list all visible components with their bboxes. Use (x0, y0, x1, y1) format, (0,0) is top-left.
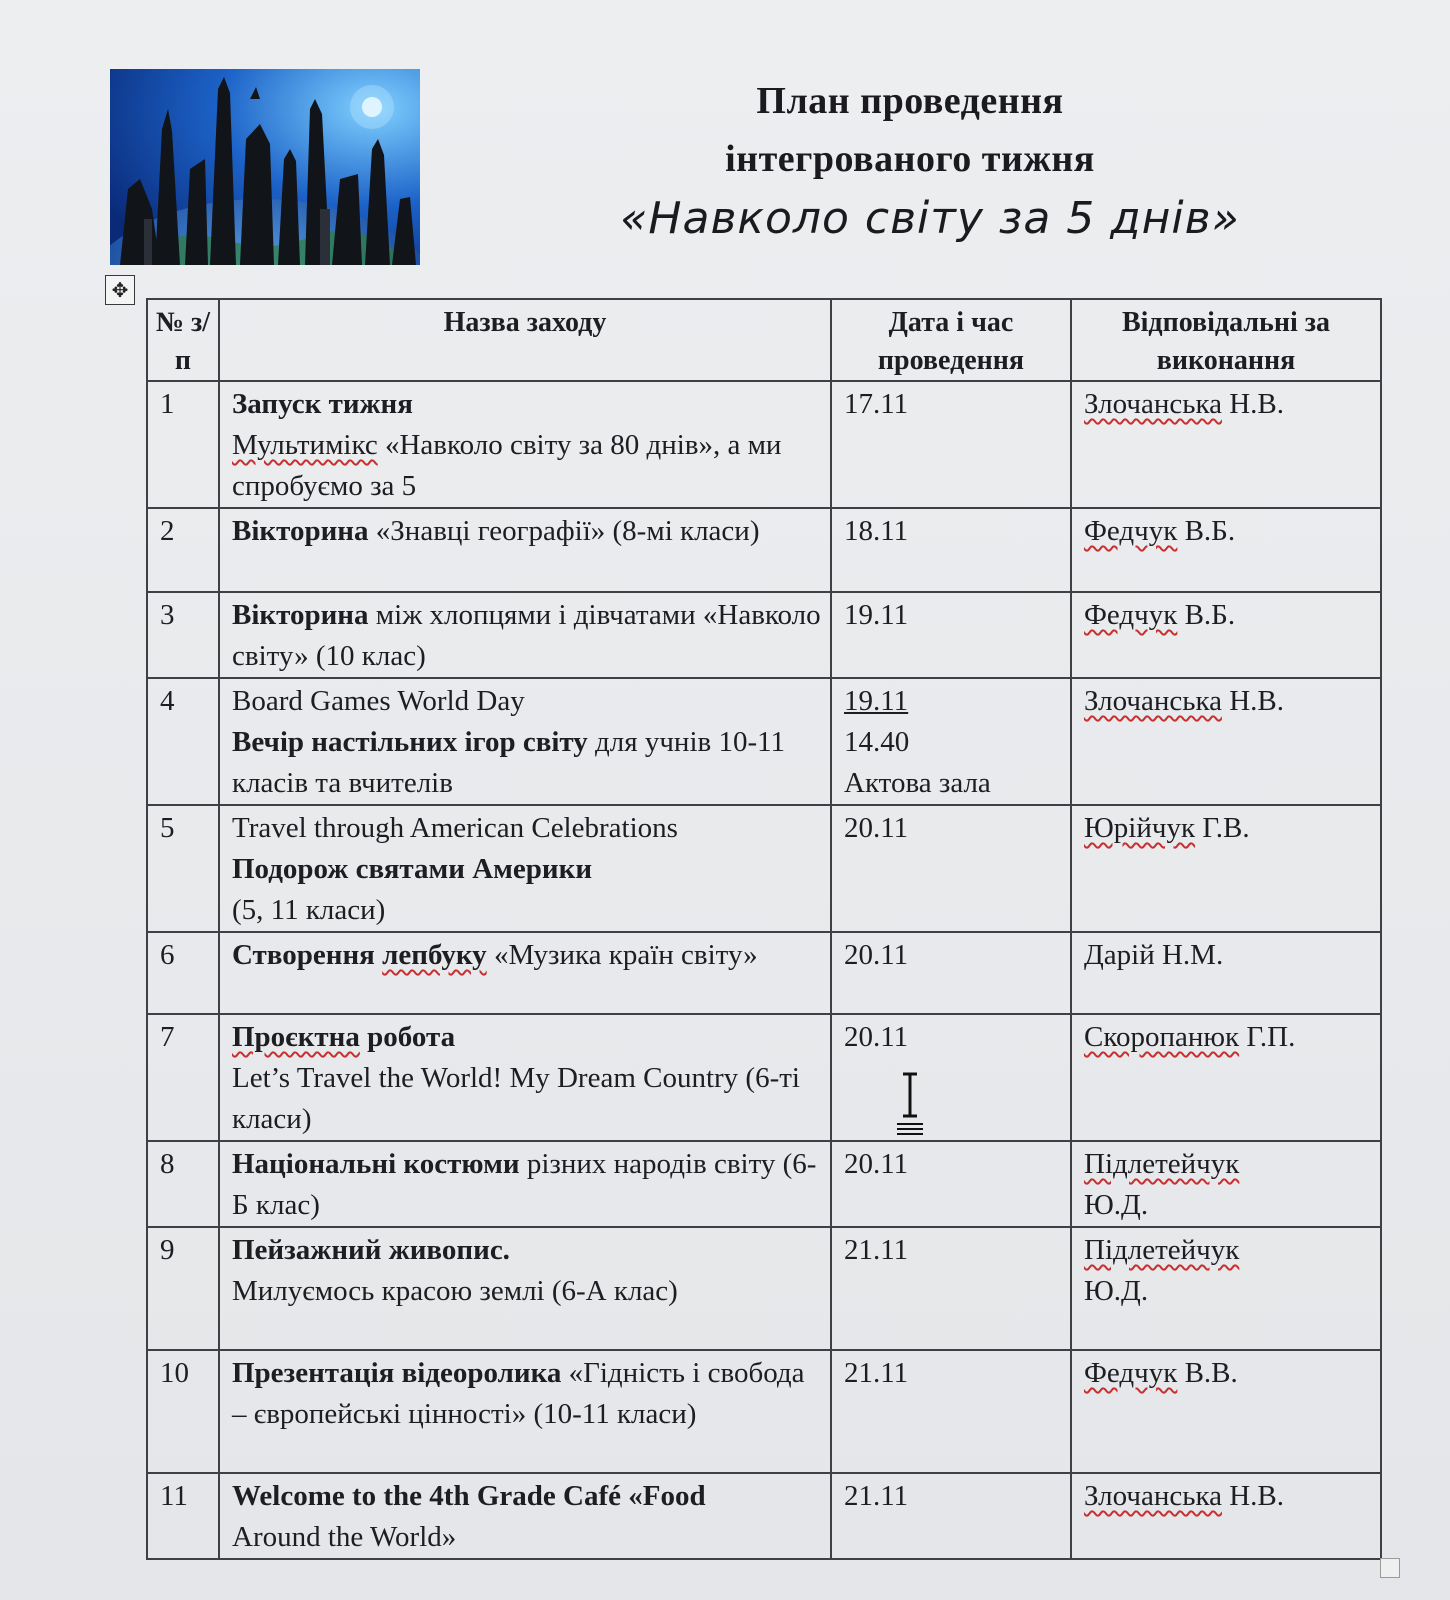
responsible-initials: В.В. (1177, 1357, 1238, 1389)
cell-num[interactable]: 4 (147, 678, 219, 805)
responsible-initials: Г.П. (1239, 1021, 1296, 1053)
responsible-surname: Злочанська (1084, 1480, 1222, 1512)
cell-name[interactable] (219, 592, 831, 678)
table-row (147, 1141, 1381, 1227)
cell-name[interactable] (219, 678, 831, 805)
responsible-initials: Ю.Д. (1084, 1189, 1149, 1221)
responsible-surname: Юрійчук (1084, 812, 1196, 844)
table-row (147, 1473, 1381, 1559)
table-row (147, 805, 1381, 932)
event-description: між хлопцями і дівчатами «Навколо світу» (10 клас) (232, 599, 821, 672)
cell-date[interactable]: 17.11 (831, 381, 1071, 508)
document-title (470, 72, 1350, 250)
cell-num[interactable]: 6 (147, 932, 219, 1014)
responsible-surname: Федчук (1084, 1357, 1178, 1389)
cell-name[interactable] (219, 1350, 831, 1473)
cell-num[interactable]: 9 (147, 1227, 219, 1350)
responsible-surname: Федчук (1084, 515, 1178, 547)
cell-responsible[interactable] (1071, 805, 1381, 932)
event-title: Welcome to the 4th Grade Café «Food (232, 1480, 706, 1512)
event-title: Подорож святами Америки (232, 853, 593, 885)
cell-num[interactable]: 3 (147, 592, 219, 678)
responsible-surname: Федчук (1084, 599, 1178, 631)
responsible-initials: Г.В. (1195, 812, 1250, 844)
cell-responsible[interactable] (1071, 1141, 1381, 1227)
event-title: Презентація відеоролика (232, 1357, 562, 1389)
responsible-initials: В.Б. (1177, 599, 1236, 631)
events-table (146, 298, 1382, 1560)
event-description: «Навколо світу за 80 днів», а ми спробуємо за 5 (232, 429, 782, 502)
cell-num[interactable]: 7 (147, 1014, 219, 1141)
event-title-rest: робота (359, 1021, 456, 1053)
cell-responsible[interactable] (1071, 678, 1381, 805)
header-num[interactable]: № з/п (147, 299, 219, 381)
event-description: «Знавці географії» (8-мі класи) (368, 515, 760, 547)
event-description: Let’s Travel the World! My Dream Country (6-ті класи) (232, 1062, 800, 1135)
cell-date[interactable]: 21.11 (831, 1227, 1071, 1350)
responsible-surname: Злочанська (1084, 388, 1222, 420)
event-place: Актова зала (844, 767, 991, 799)
cell-date[interactable]: 20.11 (831, 805, 1071, 932)
table-row (147, 508, 1381, 592)
misspelled-word: лепбуку (382, 939, 487, 971)
event-title: Національні костюми (232, 1148, 520, 1180)
globe-landmarks-image[interactable] (110, 69, 420, 265)
event-description: різних народів світу (6-Б клас) (232, 1148, 817, 1221)
responsible-initials: Ю.Д. (1084, 1275, 1149, 1307)
cell-name[interactable] (219, 508, 831, 592)
event-title: Створення (232, 939, 383, 971)
cell-num[interactable]: 11 (147, 1473, 219, 1559)
cell-name[interactable] (219, 1141, 831, 1227)
event-title: Вікторина (232, 515, 369, 547)
cell-num[interactable]: 8 (147, 1141, 219, 1227)
event-description: Милуємось красою землі (6-А клас) (232, 1275, 678, 1307)
cell-responsible[interactable] (1071, 1014, 1381, 1141)
cell-date[interactable]: 20.11 (831, 1141, 1071, 1227)
event-title: Проєктна (232, 1021, 360, 1053)
event-description: для учнів 10-11 класів та вчителів (232, 726, 786, 799)
event-description: «Гідність і свобода – європейські цінності» (10-11 класи) (232, 1357, 805, 1430)
table-header-row (147, 299, 1381, 381)
cell-num[interactable]: 2 (147, 508, 219, 592)
cell-date[interactable]: 20.11 (831, 932, 1071, 1014)
cell-responsible[interactable] (1071, 381, 1381, 508)
title-line-2: інтегрованого тижня (725, 138, 1095, 180)
table-row (147, 381, 1381, 508)
cell-responsible[interactable] (1071, 932, 1381, 1014)
table-row (147, 1014, 1381, 1141)
table-resize-handle[interactable] (1380, 1558, 1400, 1578)
event-english-title: Board Games World Day (232, 685, 525, 717)
header-name[interactable]: Назва заходу (219, 299, 831, 381)
event-description: (5, 11 класи) (232, 894, 386, 926)
cell-date[interactable]: 21.11 (831, 1473, 1071, 1559)
event-time: 14.40 (844, 726, 910, 758)
event-title: Запуск тижня (232, 388, 413, 420)
responsible-initials: В.Б. (1177, 515, 1236, 547)
responsible-initials: Н.В. (1221, 1480, 1285, 1512)
text-cursor-icon (895, 1072, 925, 1142)
table-row (147, 1350, 1381, 1473)
event-description: «Музика країн світу» (486, 939, 758, 971)
move-glyph: ✥ (111, 278, 129, 302)
cell-date[interactable]: 21.11 (831, 1350, 1071, 1473)
cell-name[interactable] (219, 805, 831, 932)
cell-date[interactable]: 20.11 (831, 1014, 1071, 1141)
cell-responsible[interactable] (1071, 508, 1381, 592)
table-row (147, 932, 1381, 1014)
cell-responsible[interactable] (1071, 1227, 1381, 1350)
responsible-surname: Підлетейчук (1084, 1234, 1240, 1266)
cell-name[interactable] (219, 1473, 831, 1559)
responsible-name: Дарій Н.М. (1084, 939, 1224, 971)
cell-date[interactable] (831, 678, 1071, 805)
cell-num[interactable]: 10 (147, 1350, 219, 1473)
misspelled-word: Мультимікс (232, 429, 378, 461)
cell-num[interactable]: 1 (147, 381, 219, 508)
cell-date[interactable]: 19.11 (831, 592, 1071, 678)
cell-responsible[interactable] (1071, 592, 1381, 678)
cell-name[interactable] (219, 932, 831, 1014)
title-line-3: «Навколо світу за 5 днів» (620, 193, 1240, 244)
responsible-surname: Підлетейчук (1084, 1148, 1240, 1180)
responsible-initials: Н.В. (1221, 685, 1285, 717)
cell-responsible[interactable] (1071, 1350, 1381, 1473)
title-line-1: План проведення (756, 80, 1064, 122)
cell-responsible[interactable] (1071, 1473, 1381, 1559)
responsible-surname: Злочанська (1084, 685, 1222, 717)
table-move-icon[interactable] (105, 275, 135, 305)
event-date: 19.11 (844, 685, 909, 717)
header-responsible[interactable]: Відповідальні за виконання (1071, 299, 1381, 381)
event-title: Пейзажний живопис. (232, 1234, 510, 1266)
responsible-initials: Н.В. (1221, 388, 1285, 420)
table-row (147, 678, 1381, 805)
cell-num[interactable]: 5 (147, 805, 219, 932)
table-row (147, 592, 1381, 678)
event-title: Вікторина (232, 599, 369, 631)
event-title: Вечір настільних ігор світу (232, 726, 588, 758)
header-date[interactable]: Дата і час проведення (831, 299, 1071, 381)
cell-name[interactable] (219, 1014, 831, 1141)
cell-name[interactable] (219, 1227, 831, 1350)
cell-date[interactable]: 18.11 (831, 508, 1071, 592)
responsible-surname: Скоропанюк (1084, 1021, 1240, 1053)
cell-name[interactable] (219, 381, 831, 508)
event-description: Around the World» (232, 1521, 457, 1553)
table-row (147, 1227, 1381, 1350)
event-english-title: Travel through American Celebrations (232, 812, 678, 844)
